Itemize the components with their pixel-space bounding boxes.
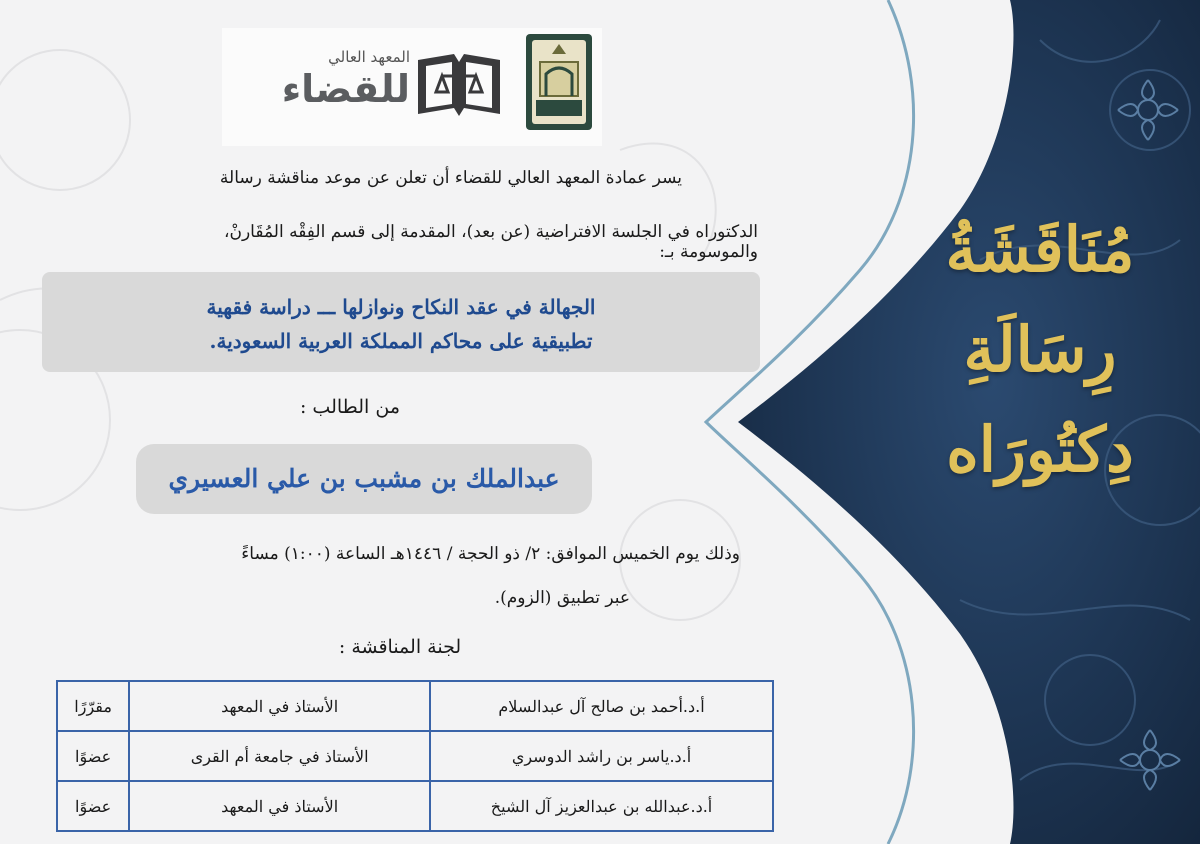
- intro-line-2: الدكتوراه في الجلسة الافتراضية (عن بعد)، المقدمة إلى قسم الفِقْه المُقَارنْ، والموسومة بـ:: [224, 222, 758, 262]
- thesis-title-line-2: تطبيقية على محاكم المملكة العربية السعودية.: [209, 329, 593, 353]
- panel-heading-word-1: مُنَاقَشَةُ: [945, 213, 1135, 286]
- student-name: عبدالملك بن مشبب بن علي العسيري: [136, 444, 592, 514]
- member-role: عضوًا: [57, 731, 129, 781]
- institute-name-line2: للقضاء: [281, 67, 410, 111]
- member-role: مقرّرًا: [57, 681, 129, 731]
- intro-line-1: يسر عمادة المعهد العالي للقضاء أن تعلن عن موعد مناقشة رسالة: [219, 168, 682, 188]
- member-name: أ.د.عبدالله بن عبدالعزيز آل الشيخ: [430, 781, 773, 831]
- table-row: [57, 781, 773, 831]
- thesis-title-box: [42, 272, 760, 372]
- schedule-line-1: وذلك يوم الخميس الموافق: ٢/ ذو الحجة / ١٤٤٦هـ الساعة (١:٠٠) مساءً: [241, 544, 740, 564]
- panel-heading: [880, 200, 1200, 500]
- logo-bar: [222, 28, 602, 146]
- committee-table: [56, 680, 774, 832]
- member-role: عضوًا: [57, 781, 129, 831]
- open-book-scales-icon: [414, 50, 504, 124]
- thesis-title-line-1: الجهالة في عقد النكاح ونوازلها ـــ دراسة فقهية: [206, 295, 596, 319]
- schedule-line-2: عبر تطبيق (الزوم).: [494, 588, 630, 608]
- table-row: [57, 681, 773, 731]
- member-name: أ.د.ياسر بن راشد الدوسري: [430, 731, 773, 781]
- student-label: من الطالب :: [299, 396, 400, 418]
- member-title: الأستاذ في جامعة أم القرى: [129, 731, 430, 781]
- institute-wordmark: [230, 48, 410, 128]
- panel-heading-word-2: رِسَالَةِ: [963, 313, 1117, 386]
- panel-heading-word-3: دِكتُورَاه: [946, 413, 1134, 486]
- member-title: الأستاذ في المعهد: [129, 681, 430, 731]
- member-title: الأستاذ في المعهد: [129, 781, 430, 831]
- committee-title: لجنة المناقشة :: [338, 636, 462, 658]
- imam-university-emblem-icon: [524, 32, 594, 132]
- member-name: أ.د.أحمد بن صالح آل عبدالسلام: [430, 681, 773, 731]
- institute-name-line1: المعهد العالي: [328, 48, 410, 66]
- table-row: [57, 731, 773, 781]
